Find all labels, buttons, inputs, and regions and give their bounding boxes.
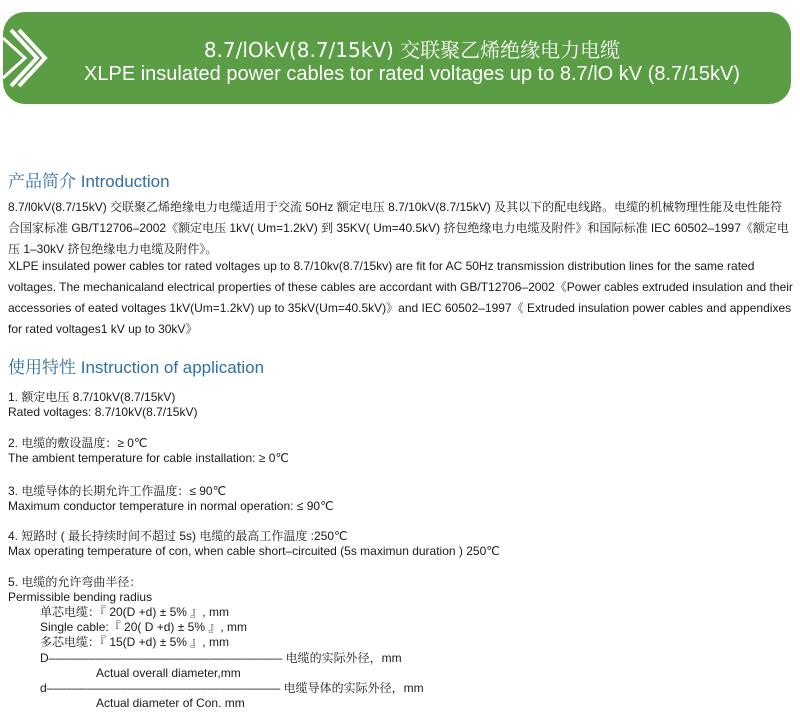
application-heading: 使用特性 Instruction of application — [8, 358, 265, 377]
conductor-diameter-en: Actual diameter of Con. mm — [96, 696, 245, 710]
single-core-en: Single cable:『 20( D +d) ± 5% 』, mm — [40, 620, 247, 634]
item-4-cn: 4. 短路时 ( 最长持续时间不超过 5s) 电缆的最高工作温度 :250℃ — [8, 529, 348, 543]
outer-diameter-line: D––––––––––––––––––––––––––––––––––– 电缆的实际外径，mm — [40, 651, 402, 665]
introduction-heading: 产品简介 Introduction — [8, 172, 170, 191]
outer-diameter-en: Actual overall diameter,mm — [96, 666, 241, 680]
item-1-cn: 1. 额定电压 8.7/10kV(8.7/15kV) — [8, 390, 176, 404]
item-5-en: Permissible bending radius — [8, 590, 153, 604]
item-4-en: Max operating temperature of con, when cable short–circuited (5s maximun duration ) 250℃ — [8, 544, 500, 558]
conductor-diameter-line: d––––––––––––––––––––––––––––––––––– 电缆导体的实际外径，mm — [40, 681, 424, 695]
header-banner — [3, 12, 791, 104]
introduction-paragraph-en: XLPE insulated power cables tor rated voltages up to 8.7/10kv(8.7/15kv) are fit for AC 50Hz transmission distribution lines for the same rated voltages. The mechanicaland electrical properties of these cables are accordant with GB/T12706–2002《Power cables extruded insulation and their accessories of eated voltages 1kV(Um=1.2kV) up to 35kV(Um=40.5kV)》and IEC 60502–1997《 Extruded insulation power cables and appendixes for rated voltages1 kV up to 30kV》 — [8, 259, 793, 336]
item-2-en: The ambient temperature for cable installation: ≥ 0℃ — [8, 451, 289, 465]
single-core-cn: 单芯电缆：『 20(D +d) ± 5% 』, mm — [40, 605, 229, 619]
item-1-en: Rated voltages: 8.7/10kV(8.7/15kV) — [8, 405, 198, 419]
introduction-paragraph-cn: 8.7/l0kV(8.7/15kV) 交联聚乙烯绝缘电力电缆适用于交流 50Hz 额定电压 8.7/10kV(8.7/15kV) 及其以下的配电线路。电缆的机械物理性能及电性能符合国家标准 GB/T12706–2002《额定电压 1kV( Um=1.2kV) 到 35KV( Um=40.5kV) 挤包绝缘电力电缆及附件》和国际标准 IEC 60502–1997《额定电压 1–30kV 挤包绝缘电力电缆及附件》。 — [8, 200, 789, 256]
item-3-cn: 3. 电缆导体的长期允许工作温度：≤ 90℃ — [8, 484, 227, 498]
item-5-cn: 5. 电缆的允许弯曲半径： — [8, 575, 142, 589]
title-chinese: 8.7/lOkV(8.7/15kV) 交联聚乙烯绝缘电力电缆 — [203, 38, 621, 62]
multi-core-cn: 多芯电缆：『 15(D +d) ± 5% 』, mm — [40, 635, 229, 649]
item-2-cn: 2. 电缆的敷设温度：≥ 0℃ — [8, 436, 148, 450]
item-3-en: Maximum conductor temperature in normal operation: ≤ 90℃ — [8, 499, 334, 513]
title-english: XLPE insulated power cables tor rated voltages up to 8.7/lO kV (8.7/15kV) — [84, 63, 740, 85]
